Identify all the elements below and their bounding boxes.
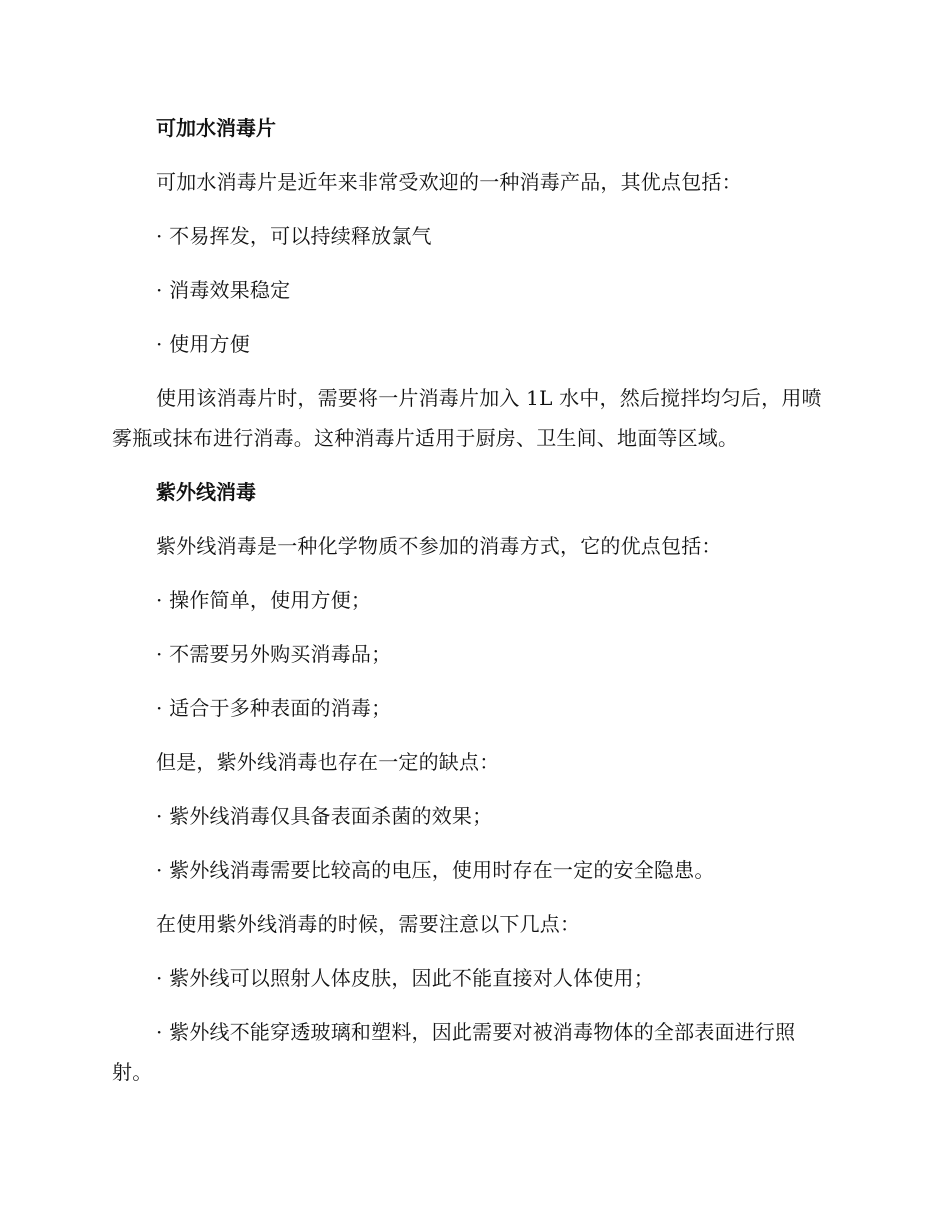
section-heading-disinfection-tablet: 可加水消毒片 <box>156 116 276 140</box>
bullet-uv-advantage-2: · 不需要另外购买消毒品； <box>156 642 392 666</box>
paragraph-tablet-usage: 使用该消毒片时，需要将一片消毒片加入 1L 水中，然后搅拌均匀后，用喷雾瓶或抹布进行消毒。这种消毒片适用于厨房、卫生间、地面等区域。 <box>112 386 822 450</box>
bullet-uv-note-2: · 紫外线不能穿透玻璃和塑料，因此需要对被消毒物体的全部表面进行照射。 <box>112 1020 796 1084</box>
paragraph-uv-intro: 紫外线消毒是一种化学物质不参加的消毒方式，它的优点包括： <box>156 534 722 558</box>
paragraph-uv-notes-intro: 在使用紫外线消毒的时候，需要注意以下几点： <box>156 912 581 936</box>
paragraph-tablet-intro: 可加水消毒片是近年来非常受欢迎的一种消毒产品，其优点包括： <box>156 170 742 194</box>
bullet-uv-disadvantage-2: · 紫外线消毒需要比较高的电压，使用时存在一定的安全隐患。 <box>156 858 715 882</box>
bullet-tablet-1: · 不易挥发，可以持续释放氯气 <box>156 224 432 248</box>
bullet-uv-note-1: · 紫外线可以照射人体皮肤，因此不能直接对人体使用； <box>156 966 654 990</box>
section-heading-uv-disinfection: 紫外线消毒 <box>156 480 256 504</box>
bullet-uv-advantage-3: · 适合于多种表面的消毒； <box>156 696 392 720</box>
bullet-tablet-2: · 消毒效果稳定 <box>156 278 291 302</box>
paragraph-uv-cons-intro: 但是，紫外线消毒也存在一定的缺点： <box>156 750 500 774</box>
document-page <box>112 108 824 1106</box>
bullet-uv-disadvantage-1: · 紫外线消毒仅具备表面杀菌的效果； <box>156 804 493 828</box>
bullet-uv-advantage-1: · 操作简单，使用方便； <box>156 588 372 612</box>
bullet-tablet-3: · 使用方便 <box>156 332 250 356</box>
